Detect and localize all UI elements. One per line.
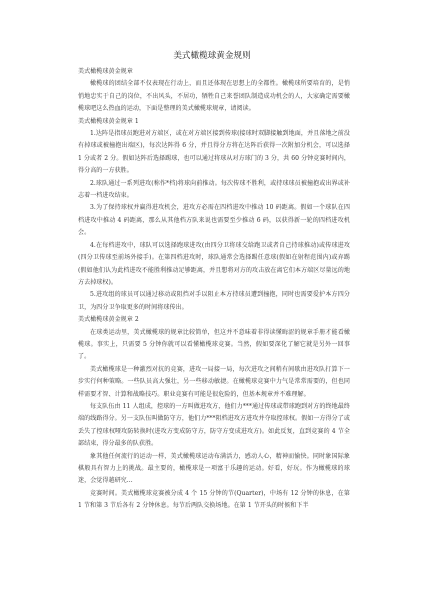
body-paragraph: 3.为了保持球权并赢得进攻机会，进攻方必需在四档进攻中推动 10 码距离。假如一个球队在四档进攻中推动 4 码距离，那么从其他档方队来说也需要至少推动 6 码，以获得新一轮的四档进攻机会。 — [78, 204, 350, 237]
section-heading: 美式橄榄球黄金规章 1 — [78, 117, 139, 125]
body-paragraph: 5.进攻组的球员可以通过移动或阻挡对手以阻止本方持球员遭到撞抱，同时也需要爱护本方四分卫，为四分卫争取更多的时间将球传出。 — [78, 291, 350, 311]
section-heading: 美式橄榄球黄金规章 2 — [78, 316, 139, 324]
body-paragraph: 每支队伍由 11 人组成，控球的一方叫做进攻方，他们力***通过传球或带球跑到对方的终地最终端的线路得分。另一支队伍叫做防守方，他们力***阻档进攻方进攻并夺取控球权。假如一方得分了或丢失了控球权哑攻防转换时(进攻方变成防守方，防守方变成进攻方)。如此反复，直到竞赛的 4 节全部结束，得分最多的队获胜。 — [78, 402, 350, 448]
page-title: 美式橄榄球黄金规则 — [173, 51, 251, 61]
body-paragraph: 4.在每档进攻中，球队可以选择跑球进攻(由四分卫将球交给跑卫或者自己持球推动)或传球进攻(四分卫传球至前场外接手)。在第四档进攻时，球队通常会选择踢任意球(假如在射程范围内)或弃踢(假如他们认为此档进攻不能胜利推动足够距离，并且想将对方的攻击放在离它们本方端区尽量远的地方去掉球权)。 — [78, 241, 350, 286]
document-body — [78, 66, 350, 513]
body-paragraph: 1.达阵是指球员跑进对方端区，或在对方端区接到传球(接球时双脚接触到地面，并且落地之前没有掉球或被撞抱出端区)，每次达阵得 6 分，并且得分方将在达阵后获得一次附加分机会，可以选择 1 分或者 2 分。假如达阵后选择踢球，也可以通过将球从对方球门的 3 分，共 60 分钟竞赛时间内，得分高的一方获胜。 — [78, 130, 350, 175]
body-paragraph: 橄榄球的团结全部不仅表现在行动上，而且还体现在思想上的全都性。橄榄球所要培育的，是悄悄地忠实于自己的岗位，不出风头，不居功，牺牲自己来誉团队制造成功机会的人，大家确定需要橄榄球吧这么热血的运动，下面是整理的美式橄榄球规章，请阅读。 — [78, 80, 350, 113]
body-paragraph: 在球类运动里，美式橄榄球的规章比较简单，但这并不意味着非得读懂晦涩的规章手册才能看橄榄球。事实上，只需要 5 分钟你就可以看懂橄榄球竞赛。当然，假如要深化了解它就是另外一回事了。 — [78, 328, 350, 361]
body-paragraph: 美式橄榄球是一种激烈对抗的竞赛，进攻一局接一局，每次进攻之间稍有间歇由进攻队打算下一步实行何种策略。一些队员高大强壮，另一些移动敏捷。在橄榄球竞赛中力气是常常需要的，但也同样需要才智、计算和战略技巧。职业竞赛有可能是很危险的，但基本规章并不难理解。 — [78, 365, 350, 398]
section-heading: 美式橄榄球黄金规章 — [78, 68, 133, 75]
body-paragraph: 象其他任何流行的运动一样，美式橄榄球运动布满活力，感动人心，精神而愉快。同时象国际象棋般具有智力上的挑战。最主要的，橄榄球是一项富于乐趣的运动。好看，好玩。作为橄榄球的球迷，会觉得越研究... — [78, 452, 350, 485]
body-paragraph: 2.球队通过一系列进攻(称作*档)将球向前推动。每次传球不胜利，或持球球员被撞抱或出界或补志着一档进攻结束。 — [78, 179, 350, 200]
body-paragraph: 竞赛时间。美式橄榄球竞赛被分成 4 个 15 分钟的节(Quarter)，中场有 12 分钟的休息，在第 1 节和第 3 节后各有 2 分钟休息。每节后两队交换场地。在第 1 节开头的时候和下半 — [78, 489, 350, 510]
